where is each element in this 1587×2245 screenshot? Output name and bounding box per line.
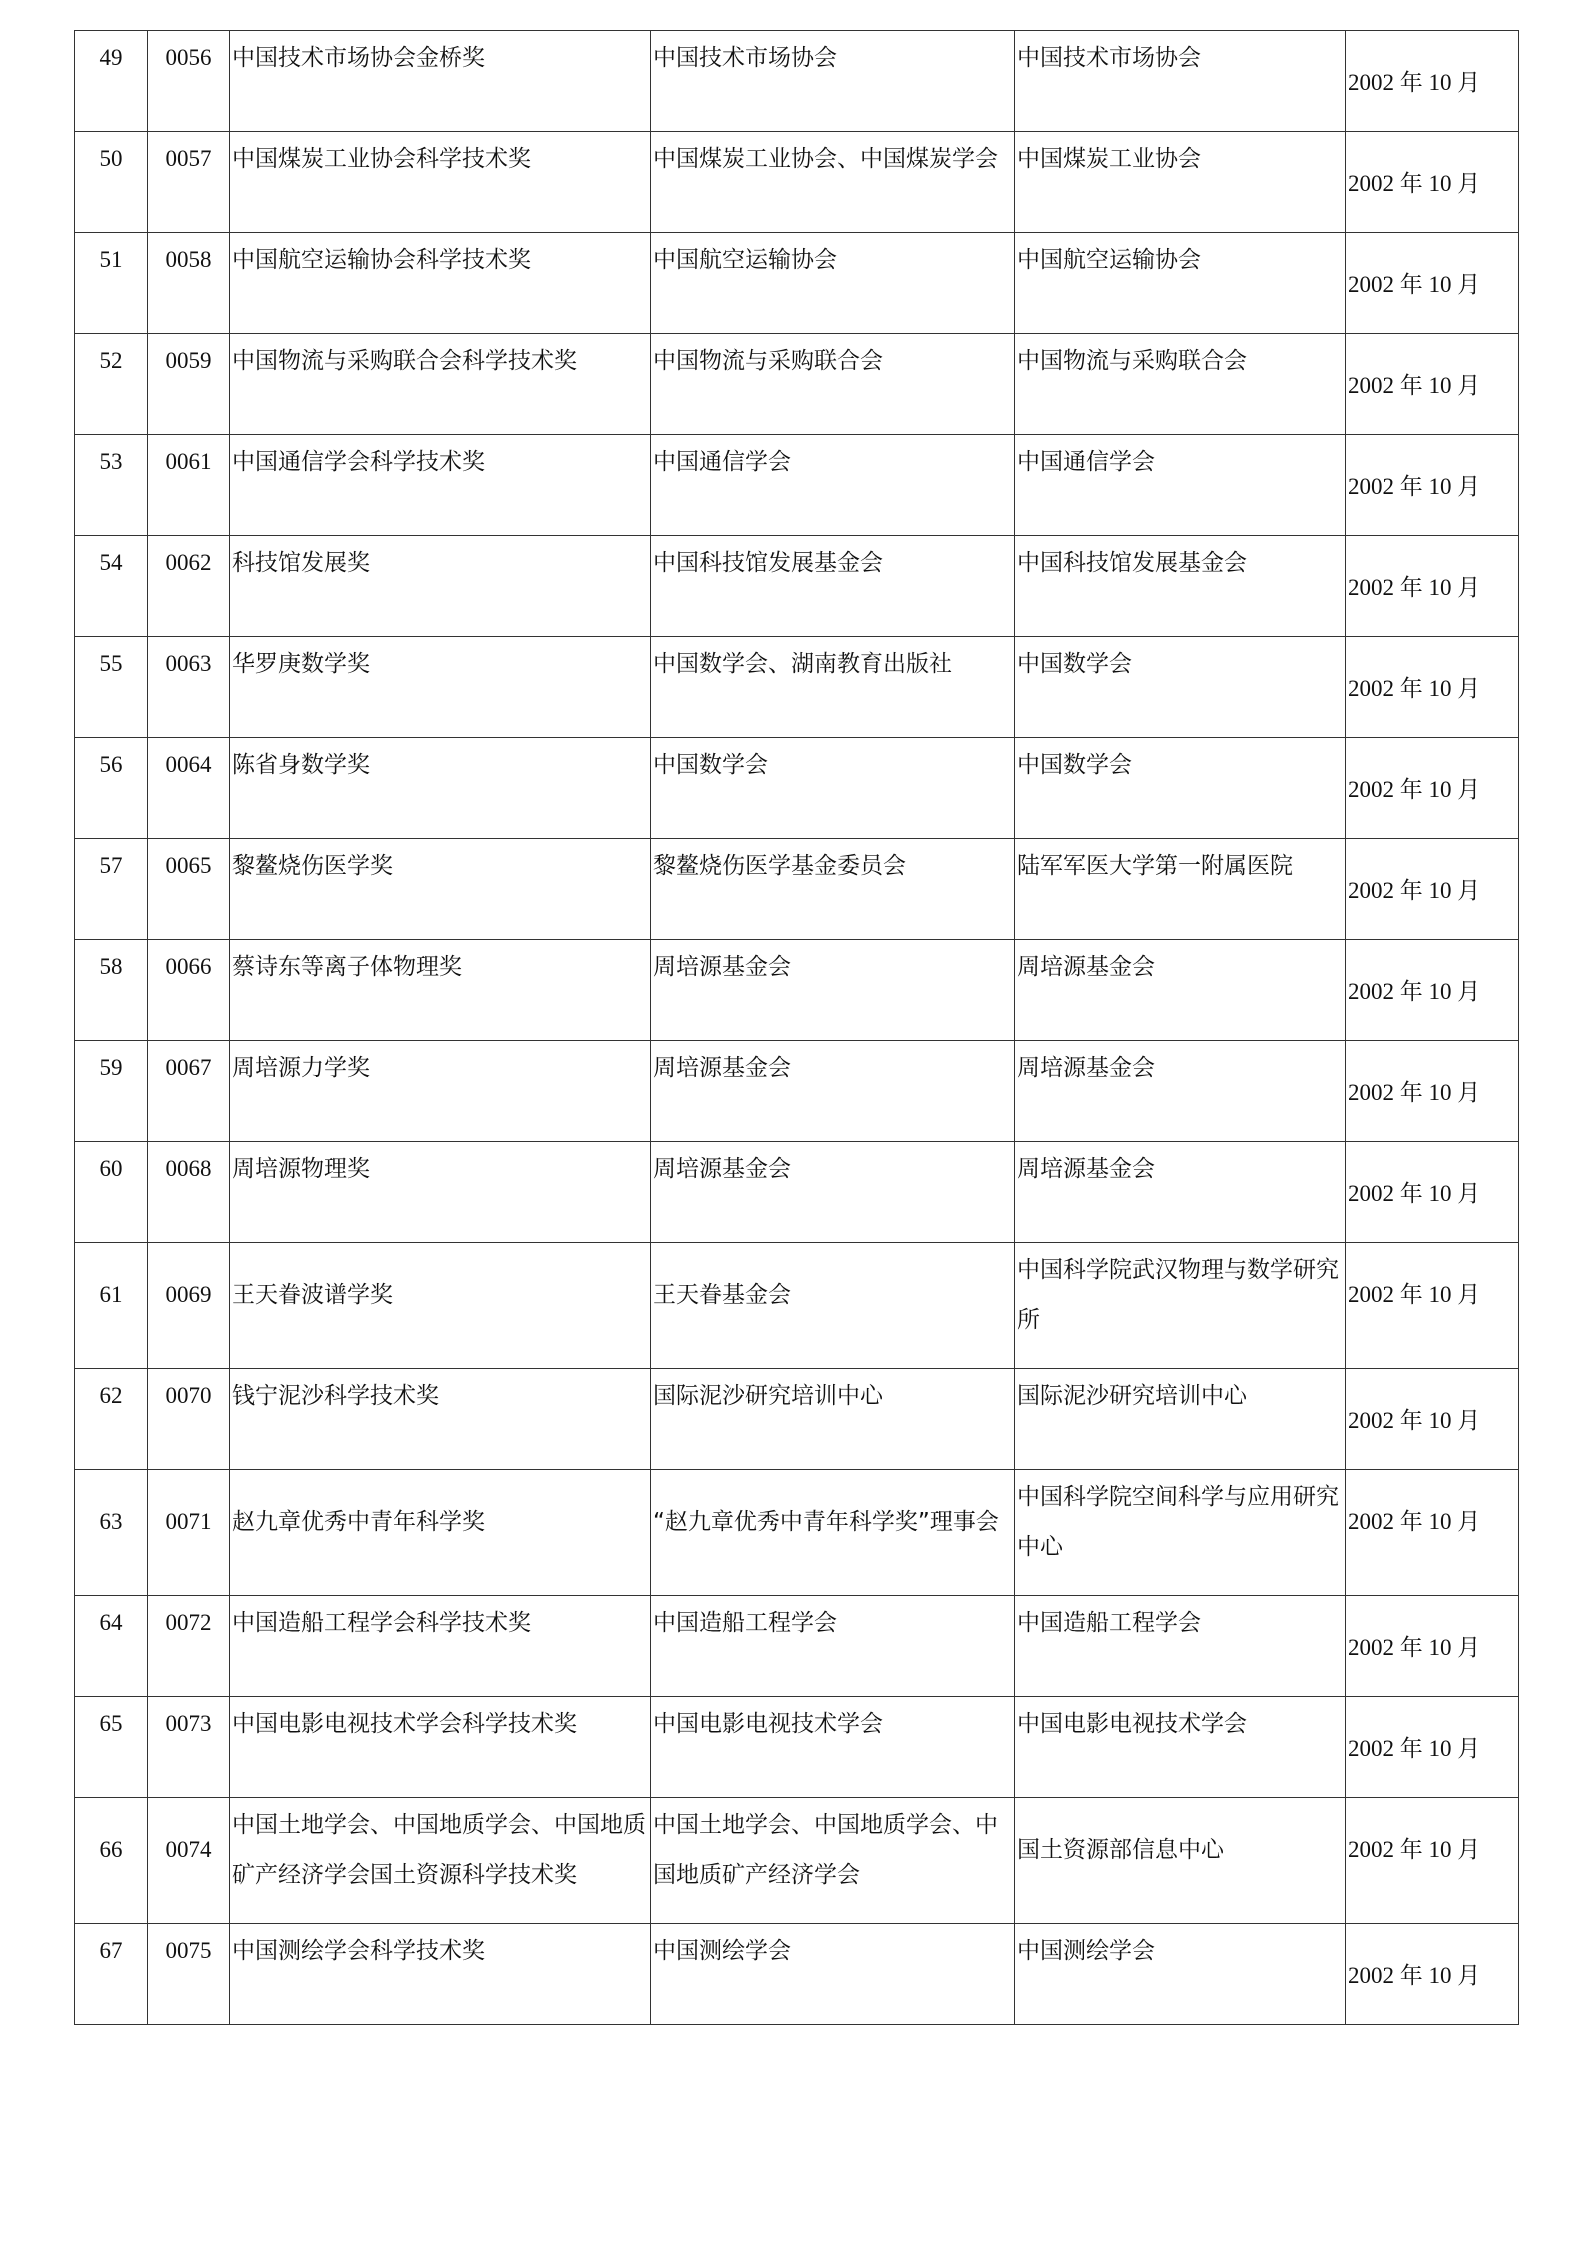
code-cell: 0064 bbox=[148, 738, 230, 839]
award-name-cell: 赵九章优秀中青年科学奖 bbox=[230, 1470, 651, 1596]
seq-cell: 66 bbox=[75, 1798, 148, 1924]
seq-cell: 61 bbox=[75, 1243, 148, 1369]
date-cell: 2002 年 10 月 bbox=[1346, 637, 1519, 738]
organizer-cell: 中国科技馆发展基金会 bbox=[651, 536, 1015, 637]
host-cell: 国际泥沙研究培训中心 bbox=[1015, 1369, 1346, 1470]
organizer-cell: 中国技术市场协会 bbox=[651, 31, 1015, 132]
award-name-cell: 周培源物理奖 bbox=[230, 1142, 651, 1243]
code-cell: 0058 bbox=[148, 233, 230, 334]
table-row bbox=[75, 940, 1519, 1041]
date-cell: 2002 年 10 月 bbox=[1346, 31, 1519, 132]
award-name-cell: 中国电影电视技术学会科学技术奖 bbox=[230, 1697, 651, 1798]
table-row bbox=[75, 1697, 1519, 1798]
host-cell: 中国电影电视技术学会 bbox=[1015, 1697, 1346, 1798]
organizer-cell: 中国物流与采购联合会 bbox=[651, 334, 1015, 435]
award-name-cell: 王天眷波谱学奖 bbox=[230, 1243, 651, 1369]
host-cell: 周培源基金会 bbox=[1015, 1142, 1346, 1243]
organizer-cell: 黎鳌烧伤医学基金委员会 bbox=[651, 839, 1015, 940]
award-name-cell: 中国造船工程学会科学技术奖 bbox=[230, 1596, 651, 1697]
award-name-cell: 中国通信学会科学技术奖 bbox=[230, 435, 651, 536]
date-cell: 2002 年 10 月 bbox=[1346, 1798, 1519, 1924]
host-cell: 中国煤炭工业协会 bbox=[1015, 132, 1346, 233]
seq-cell: 54 bbox=[75, 536, 148, 637]
seq-cell: 58 bbox=[75, 940, 148, 1041]
organizer-cell: “赵九章优秀中青年科学奖”理事会 bbox=[651, 1470, 1015, 1596]
seq-cell: 59 bbox=[75, 1041, 148, 1142]
host-cell: 陆军军医大学第一附属医院 bbox=[1015, 839, 1346, 940]
table-row bbox=[75, 1924, 1519, 2025]
seq-cell: 64 bbox=[75, 1596, 148, 1697]
organizer-cell: 中国测绘学会 bbox=[651, 1924, 1015, 2025]
award-name-cell: 黎鳌烧伤医学奖 bbox=[230, 839, 651, 940]
table-row bbox=[75, 334, 1519, 435]
code-cell: 0071 bbox=[148, 1470, 230, 1596]
table-row bbox=[75, 1470, 1519, 1596]
award-name-cell: 蔡诗东等离子体物理奖 bbox=[230, 940, 651, 1041]
seq-cell: 51 bbox=[75, 233, 148, 334]
table-row bbox=[75, 637, 1519, 738]
table-row bbox=[75, 132, 1519, 233]
date-cell: 2002 年 10 月 bbox=[1346, 1243, 1519, 1369]
seq-cell: 50 bbox=[75, 132, 148, 233]
host-cell: 中国数学会 bbox=[1015, 637, 1346, 738]
date-cell: 2002 年 10 月 bbox=[1346, 738, 1519, 839]
code-cell: 0061 bbox=[148, 435, 230, 536]
date-cell: 2002 年 10 月 bbox=[1346, 132, 1519, 233]
award-name-cell: 中国煤炭工业协会科学技术奖 bbox=[230, 132, 651, 233]
table-row bbox=[75, 31, 1519, 132]
awards-table-body bbox=[75, 31, 1519, 2025]
award-name-cell: 华罗庚数学奖 bbox=[230, 637, 651, 738]
table-row bbox=[75, 435, 1519, 536]
awards-table bbox=[74, 30, 1519, 2025]
host-cell: 国土资源部信息中心 bbox=[1015, 1798, 1346, 1924]
award-name-cell: 中国测绘学会科学技术奖 bbox=[230, 1924, 651, 2025]
seq-cell: 53 bbox=[75, 435, 148, 536]
table-row bbox=[75, 536, 1519, 637]
code-cell: 0072 bbox=[148, 1596, 230, 1697]
seq-cell: 57 bbox=[75, 839, 148, 940]
code-cell: 0070 bbox=[148, 1369, 230, 1470]
code-cell: 0074 bbox=[148, 1798, 230, 1924]
date-cell: 2002 年 10 月 bbox=[1346, 1142, 1519, 1243]
table-row bbox=[75, 233, 1519, 334]
seq-cell: 52 bbox=[75, 334, 148, 435]
seq-cell: 49 bbox=[75, 31, 148, 132]
award-name-cell: 中国航空运输协会科学技术奖 bbox=[230, 233, 651, 334]
host-cell: 中国航空运输协会 bbox=[1015, 233, 1346, 334]
award-name-cell: 钱宁泥沙科学技术奖 bbox=[230, 1369, 651, 1470]
organizer-cell: 中国造船工程学会 bbox=[651, 1596, 1015, 1697]
date-cell: 2002 年 10 月 bbox=[1346, 839, 1519, 940]
award-name-cell: 科技馆发展奖 bbox=[230, 536, 651, 637]
host-cell: 中国测绘学会 bbox=[1015, 1924, 1346, 2025]
seq-cell: 67 bbox=[75, 1924, 148, 2025]
date-cell: 2002 年 10 月 bbox=[1346, 1697, 1519, 1798]
code-cell: 0073 bbox=[148, 1697, 230, 1798]
table-row bbox=[75, 1596, 1519, 1697]
table-row bbox=[75, 1243, 1519, 1369]
organizer-cell: 国际泥沙研究培训中心 bbox=[651, 1369, 1015, 1470]
host-cell: 中国物流与采购联合会 bbox=[1015, 334, 1346, 435]
award-name-cell: 中国土地学会、中国地质学会、中国地质矿产经济学会国土资源科学技术奖 bbox=[230, 1798, 651, 1924]
host-cell: 中国造船工程学会 bbox=[1015, 1596, 1346, 1697]
host-cell: 中国科学院武汉物理与数学研究所 bbox=[1015, 1243, 1346, 1369]
seq-cell: 56 bbox=[75, 738, 148, 839]
award-name-cell: 周培源力学奖 bbox=[230, 1041, 651, 1142]
host-cell: 周培源基金会 bbox=[1015, 1041, 1346, 1142]
organizer-cell: 中国航空运输协会 bbox=[651, 233, 1015, 334]
code-cell: 0066 bbox=[148, 940, 230, 1041]
code-cell: 0062 bbox=[148, 536, 230, 637]
date-cell: 2002 年 10 月 bbox=[1346, 334, 1519, 435]
date-cell: 2002 年 10 月 bbox=[1346, 536, 1519, 637]
organizer-cell: 中国煤炭工业协会、中国煤炭学会 bbox=[651, 132, 1015, 233]
seq-cell: 60 bbox=[75, 1142, 148, 1243]
date-cell: 2002 年 10 月 bbox=[1346, 1470, 1519, 1596]
seq-cell: 63 bbox=[75, 1470, 148, 1596]
date-cell: 2002 年 10 月 bbox=[1346, 1041, 1519, 1142]
seq-cell: 55 bbox=[75, 637, 148, 738]
code-cell: 0063 bbox=[148, 637, 230, 738]
code-cell: 0067 bbox=[148, 1041, 230, 1142]
host-cell: 中国通信学会 bbox=[1015, 435, 1346, 536]
code-cell: 0059 bbox=[148, 334, 230, 435]
date-cell: 2002 年 10 月 bbox=[1346, 1596, 1519, 1697]
award-name-cell: 中国技术市场协会金桥奖 bbox=[230, 31, 651, 132]
organizer-cell: 中国数学会、湖南教育出版社 bbox=[651, 637, 1015, 738]
award-name-cell: 中国物流与采购联合会科学技术奖 bbox=[230, 334, 651, 435]
date-cell: 2002 年 10 月 bbox=[1346, 233, 1519, 334]
host-cell: 中国数学会 bbox=[1015, 738, 1346, 839]
code-cell: 0068 bbox=[148, 1142, 230, 1243]
host-cell: 中国技术市场协会 bbox=[1015, 31, 1346, 132]
table-row bbox=[75, 1142, 1519, 1243]
organizer-cell: 中国数学会 bbox=[651, 738, 1015, 839]
organizer-cell: 周培源基金会 bbox=[651, 1041, 1015, 1142]
table-row bbox=[75, 1798, 1519, 1924]
date-cell: 2002 年 10 月 bbox=[1346, 435, 1519, 536]
table-row bbox=[75, 1369, 1519, 1470]
organizer-cell: 中国电影电视技术学会 bbox=[651, 1697, 1015, 1798]
organizer-cell: 中国通信学会 bbox=[651, 435, 1015, 536]
organizer-cell: 中国土地学会、中国地质学会、中国地质矿产经济学会 bbox=[651, 1798, 1015, 1924]
code-cell: 0056 bbox=[148, 31, 230, 132]
table-row bbox=[75, 1041, 1519, 1142]
organizer-cell: 周培源基金会 bbox=[651, 1142, 1015, 1243]
host-cell: 中国科技馆发展基金会 bbox=[1015, 536, 1346, 637]
table-row bbox=[75, 839, 1519, 940]
code-cell: 0057 bbox=[148, 132, 230, 233]
organizer-cell: 周培源基金会 bbox=[651, 940, 1015, 1041]
organizer-cell: 王天眷基金会 bbox=[651, 1243, 1015, 1369]
date-cell: 2002 年 10 月 bbox=[1346, 1369, 1519, 1470]
host-cell: 周培源基金会 bbox=[1015, 940, 1346, 1041]
code-cell: 0069 bbox=[148, 1243, 230, 1369]
award-name-cell: 陈省身数学奖 bbox=[230, 738, 651, 839]
table-row bbox=[75, 738, 1519, 839]
seq-cell: 65 bbox=[75, 1697, 148, 1798]
date-cell: 2002 年 10 月 bbox=[1346, 940, 1519, 1041]
code-cell: 0065 bbox=[148, 839, 230, 940]
seq-cell: 62 bbox=[75, 1369, 148, 1470]
host-cell: 中国科学院空间科学与应用研究中心 bbox=[1015, 1470, 1346, 1596]
code-cell: 0075 bbox=[148, 1924, 230, 2025]
date-cell: 2002 年 10 月 bbox=[1346, 1924, 1519, 2025]
